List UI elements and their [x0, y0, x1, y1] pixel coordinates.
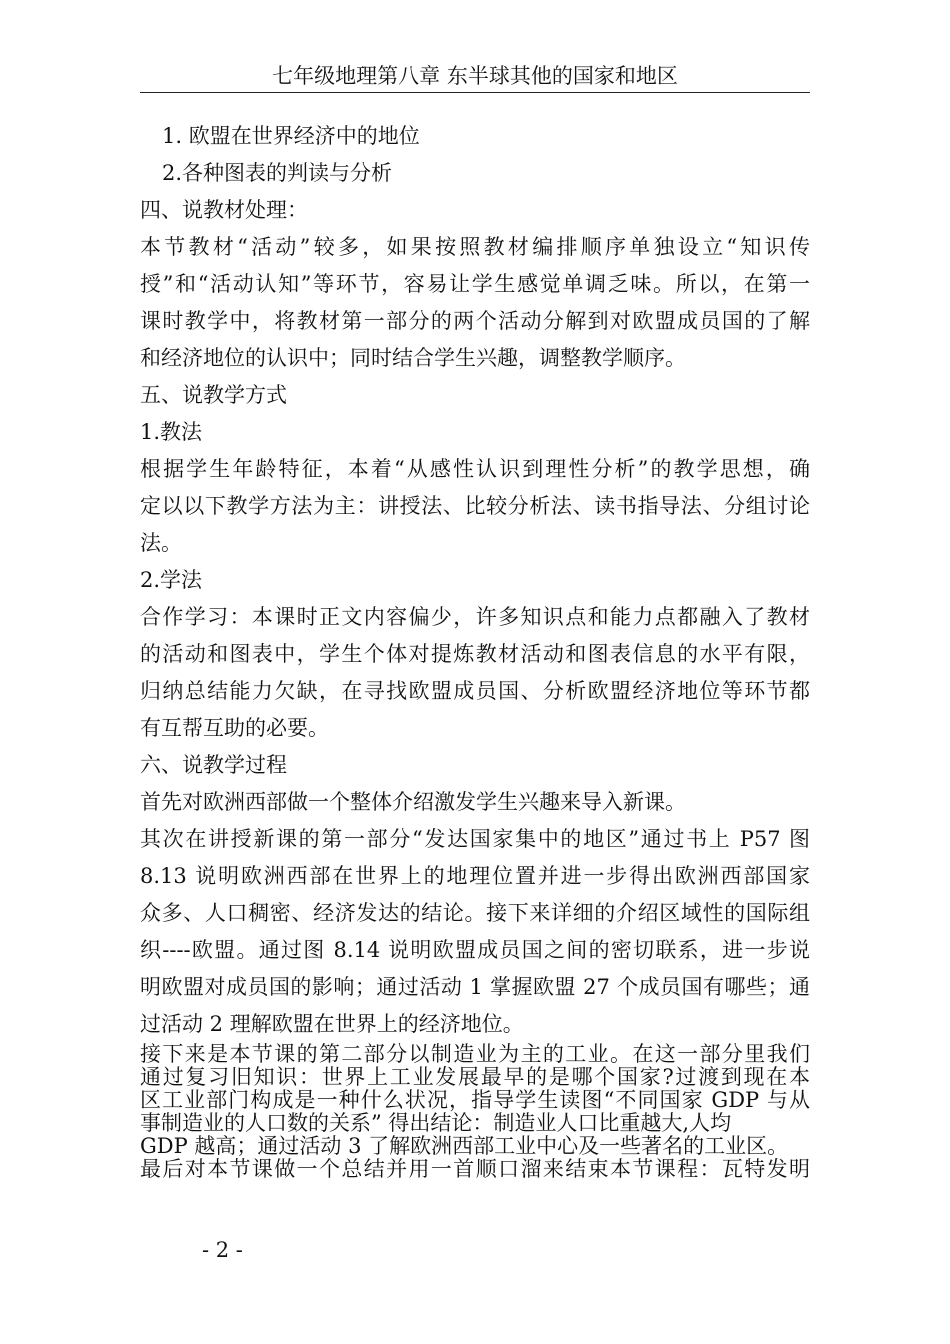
document-body [140, 118, 810, 1181]
text-line: 首先对欧洲西部做一个整体介绍激发学生兴趣来导入新课。 [140, 790, 686, 814]
text-line: 和经济地位的认识中；同时结合学生兴趣，调整教学顺序。 [140, 346, 686, 370]
section-heading: 四、说教材处理： [140, 198, 308, 222]
text-line: GDP 越高；通过活动 3 了解欧洲西部工业中心及一些著名的工业区。 [140, 1135, 789, 1158]
text-line: 最后对本节课做一个总结并用一首顺口溜来结束本节课程：瓦特发明 [140, 1158, 810, 1181]
page-number: - 2 - [202, 1238, 243, 1262]
text-line: 课时教学中，将教材第一部分的两个活动分解到对欧盟成员国的了解 [140, 309, 810, 333]
text-line: 明欧盟对成员国的影响；通过活动 1 掌握欧盟 27 个成员国有哪些；通 [140, 975, 810, 999]
text-line: 1. 欧盟在世界经济中的地位 [162, 124, 420, 148]
text-line: 的活动和图表中，学生个体对提炼教材活动和图表信息的水平有限， [140, 642, 810, 666]
section-heading: 五、说教学方式 [140, 383, 287, 407]
text-line: 其次在讲授新课的第一部分“发达国家集中的地区”通过书上 P57 图 [140, 827, 810, 851]
text-line: 通过复习旧知识：世界上工业发展最早的是哪个国家?过渡到现在本 [140, 1066, 810, 1089]
subsection-heading: 2.学法 [140, 568, 203, 592]
text-line: 法。 [140, 531, 182, 555]
text-line: 根据学生年龄特征，本着“从感性认识到理性分析”的教学思想，确 [140, 457, 810, 481]
text-line: 有互帮互助的必要。 [140, 716, 329, 740]
text-line: 授”和“活动认知”等环节，容易让学生感觉单调乏味。所以，在第一 [140, 272, 810, 296]
text-line: 归纳总结能力欠缺，在寻找欧盟成员国、分析欧盟经济地位等环节都 [140, 679, 810, 703]
text-line: 合作学习：本课时正文内容偏少，许多知识点和能力点都融入了教材 [140, 605, 810, 629]
section-heading: 六、说教学过程 [140, 753, 287, 777]
text-line: 过活动 2 理解欧盟在世界上的经济地位。 [140, 1012, 524, 1036]
text-line: 8.13 说明欧洲西部在世界上的地理位置并进一步得出欧洲西部国家 [140, 864, 810, 888]
text-line: 织----欧盟。通过图 8.14 说明欧盟成员国之间的密切联系，进一步说 [140, 938, 810, 962]
page-header: 七年级地理第八章 东半球其他的国家和地区 [272, 64, 678, 88]
text-line: 众多、人口稠密、经济发达的结论。接下来详细的介绍区域性的国际组 [140, 901, 810, 925]
text-line: 2.各种图表的判读与分析 [162, 161, 393, 185]
text-line: 区工业部门构成是一种什么状况，指导学生读图“不同国家 GDP 与从 [140, 1089, 810, 1112]
text-line: 本节教材“活动”较多，如果按照教材编排顺序单独设立“知识传 [140, 235, 810, 259]
subsection-heading: 1.教法 [140, 420, 203, 444]
header-divider [140, 92, 810, 93]
text-line: 接下来是本节课的第二部分以制造业为主的工业。在这一部分里我们 [140, 1043, 810, 1066]
text-line: 事制造业的人口数的关系” 得出结论：制造业人口比重越大,人均 [140, 1112, 732, 1135]
text-line: 定以以下教学方法为主：讲授法、比较分析法、读书指导法、分组讨论 [140, 494, 810, 518]
